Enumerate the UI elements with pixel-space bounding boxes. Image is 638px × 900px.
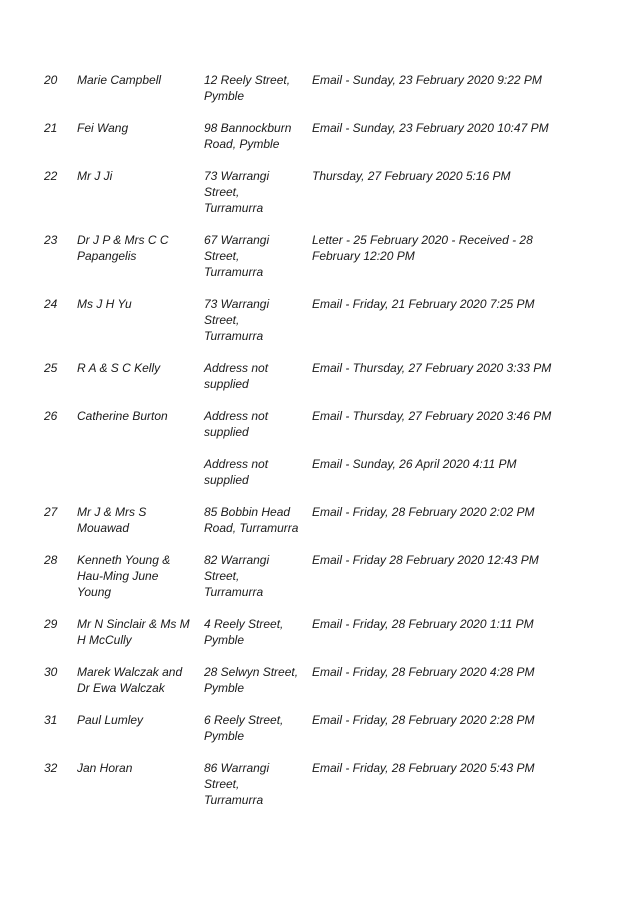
submitter-name: R A & S C Kelly [77,361,161,375]
submitter-name: Paul Lumley [77,713,144,727]
submitter-address: 73 Warrangi Street, Turramurra [204,169,270,215]
submission-details: Email - Friday, 28 February 2020 2:28 PM [312,713,535,727]
submitter-address: 73 Warrangi Street, Turramurra [204,297,270,343]
submission-number: 24 [44,297,58,311]
submission-details: Email - Friday, 28 February 2020 4:28 PM [312,665,535,679]
submission-details: Email - Friday, 28 February 2020 5:43 PM [312,761,535,775]
submitter-name: Catherine Burton [77,409,168,423]
submitter-address: 12 Reely Street, Pymble [204,73,291,103]
submitter-name: Mr N Sinclair & Ms M H McCully [77,617,190,647]
submission-number: 31 [44,713,58,727]
submission-number: 23 [44,233,58,247]
submitter-name: Mr J & Mrs S Mouawad [77,505,147,535]
submitter-address: 82 Warrangi Street, Turramurra [204,553,270,599]
submission-number: 29 [44,617,58,631]
submission-number: 28 [44,553,58,567]
submission-number: 32 [44,761,58,775]
submission-number: 22 [44,169,58,183]
submitter-name: Marie Campbell [77,73,162,87]
submitter-address: 4 Reely Street, Pymble [204,617,284,647]
submitter-address: 98 Bannockburn Road, Pymble [204,121,292,151]
submission-number: 20 [44,73,58,87]
submitter-name: Ms J H Yu [77,297,132,311]
submission-details: Email - Sunday, 23 February 2020 10:47 PM [312,121,549,135]
submission-details: Email - Thursday, 27 February 2020 3:33 PM [312,361,552,375]
submission-details: Email - Sunday, 23 February 2020 9:22 PM [312,73,542,87]
submission-details: Email - Thursday, 27 February 2020 3:46 PM [312,409,552,423]
submitter-name: Marek Walczak and Dr Ewa Walczak [77,665,183,695]
submission-details: Letter - 25 February 2020 - Received - 28 February 12:20 PM [312,233,533,263]
submitter-address: 67 Warrangi Street, Turramurra [204,233,270,279]
submission-details: Email - Friday, 28 February 2020 2:02 PM [312,505,535,519]
submission-details: Email - Friday, 28 February 2020 1:11 PM [312,617,534,631]
submission-number: 26 [44,409,58,423]
submitter-name: Mr J Ji [77,169,113,183]
submission-number: 21 [44,121,58,135]
submission-details: Email - Friday 28 February 2020 12:43 PM [312,553,539,567]
submitter-name: Kenneth Young & Hau-Ming June Young [77,553,171,599]
submitter-address: 28 Selwyn Street, Pymble [204,665,299,695]
submitter-name: Jan Horan [77,761,133,775]
submitter-address: 85 Bobbin Head Road, Turramurra [204,505,299,535]
submitter-name: Fei Wang [77,121,129,135]
submitter-address: Address not supplied [204,361,269,391]
submitter-address: 6 Reely Street, Pymble [204,713,284,743]
submission-details: Thursday, 27 February 2020 5:16 PM [312,169,511,183]
submission-details: Email - Friday, 21 February 2020 7:25 PM [312,297,535,311]
submitter-address: Address not supplied [204,457,269,487]
submission-number: 27 [44,505,58,519]
submitter-name: Dr J P & Mrs C C Papangelis [77,233,169,263]
submitter-address: 86 Warrangi Street, Turramurra [204,761,270,807]
submission-number: 30 [44,665,58,679]
submitter-address: Address not supplied [204,409,269,439]
submission-details: Email - Sunday, 26 April 2020 4:11 PM [312,457,517,471]
submission-number: 25 [44,361,58,375]
